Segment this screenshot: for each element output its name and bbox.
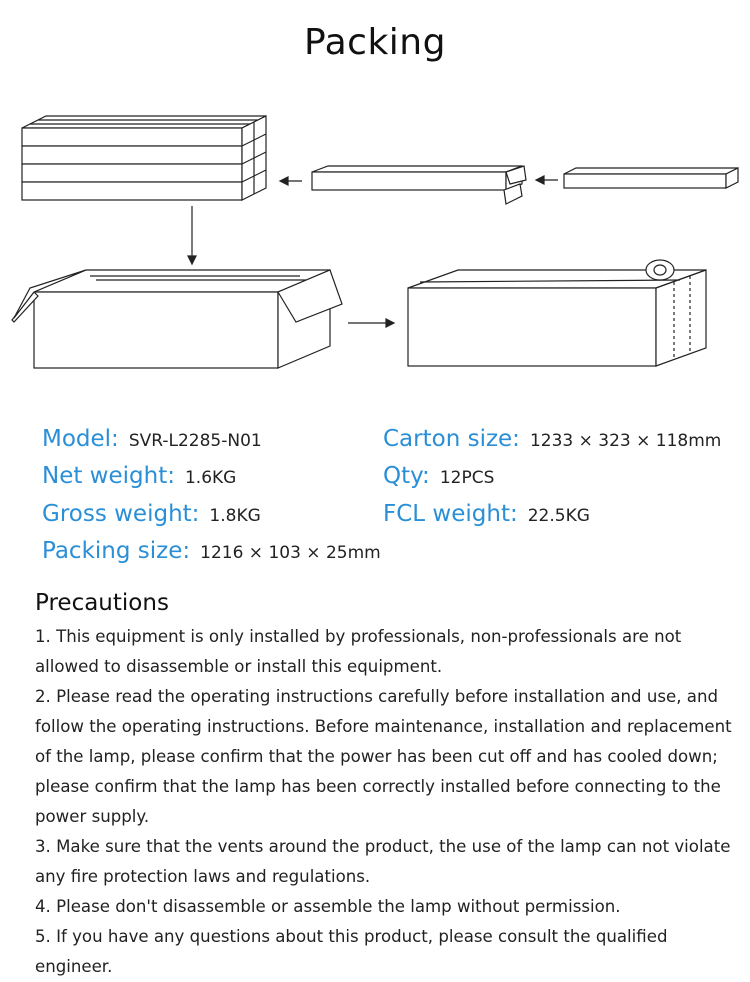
spec-carton-size (383, 426, 721, 452)
precaution-item: 1. This equipment is only installed by professionals, non-professionals are not allowed to disassemble or install this equipment. (35, 627, 682, 676)
arrow-right-icon (348, 319, 394, 327)
spec-value: 1.6KG (184, 468, 237, 488)
open-carton-illustration (12, 270, 342, 368)
precaution-item: 4. Please don't disassemble or assemble the lamp without permission. (35, 897, 621, 916)
precaution-item: 2. Please read the operating instructions carefully before installation and use, and follow the operating instructions. Before maintenance, installation and replacement of the lamp, please confirm that the power has been cut off and has cooled down; please confirm that the lamp has been correctly installed before connecting to the power supply. (35, 687, 732, 826)
spec-value: 1216 × 103 × 25mm (200, 543, 381, 563)
arrow-left-icon (536, 176, 558, 184)
arrow-down-icon (188, 206, 196, 264)
spec-fcl-weight (383, 501, 590, 527)
spec-label: Net weight: (42, 463, 175, 489)
spec-label: Qty: (383, 463, 430, 489)
precautions-list (35, 622, 747, 982)
precautions-heading: Precautions (35, 590, 169, 616)
spec-qty (383, 463, 494, 489)
spec-value: 1.8KG (209, 506, 261, 526)
spec-value: 12PCS (439, 468, 495, 488)
stacked-boxes-illustration (22, 116, 266, 200)
spec-label: Carton size: (383, 426, 520, 452)
arrow-left-icon (280, 177, 302, 185)
spec-gross-weight (42, 501, 261, 527)
single-package-illustration (564, 168, 738, 188)
spec-value: 1233 × 323 × 118mm (529, 431, 722, 451)
spec-model (42, 426, 262, 452)
spec-net-weight (42, 463, 236, 489)
spec-value: 22.5KG (527, 506, 590, 526)
packing-diagram (0, 100, 750, 390)
single-package-open-illustration (312, 166, 526, 204)
spec-label: Packing size: (42, 538, 191, 564)
page-title: Packing (304, 22, 446, 63)
spec-label: Model: (42, 426, 119, 452)
precaution-item: 5. If you have any questions about this product, please consult the qualified engineer. (35, 927, 668, 976)
precaution-item: 3. Make sure that the vents around the product, the use of the lamp can not violate any fire protection laws and regulations. (35, 837, 731, 886)
spec-packing-size (42, 538, 381, 564)
spec-value: SVR-L2285-N01 (128, 431, 262, 451)
spec-label: FCL weight: (383, 501, 518, 527)
spec-label: Gross weight: (42, 501, 200, 527)
sealed-carton-illustration (408, 260, 706, 366)
